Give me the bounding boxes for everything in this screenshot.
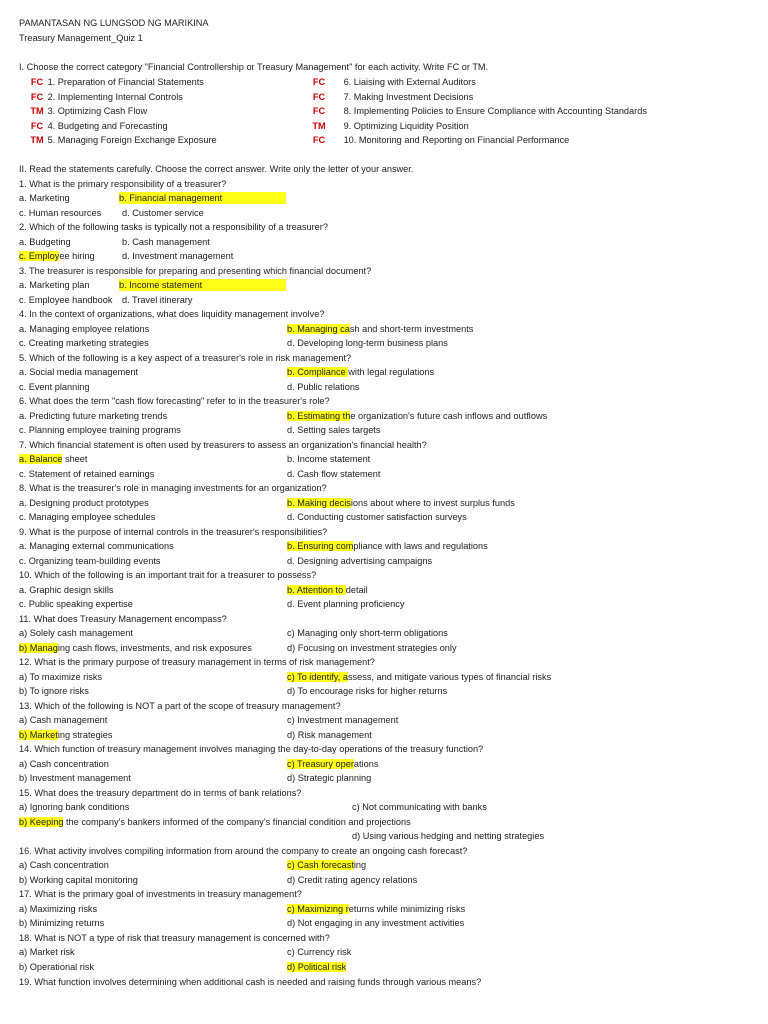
choice-a: a. Marketing (19, 193, 70, 203)
question-text: 3. The treasurer is responsible for preparing and presenting which financial document? (19, 266, 372, 276)
part1-item: FC 4. Budgeting and Forecasting (30, 121, 168, 131)
question-text: 10. Which of the following is an important trait for a treasurer to possess? (19, 570, 317, 580)
choice-d: d. Cash flow statement (287, 469, 381, 479)
question-text: 15. What does the treasury department do in terms of bank relations? (19, 788, 302, 798)
choice-c-answer: c) Maximizing returns while minimizing risks (287, 904, 466, 914)
part1-item: FC 10. Monitoring and Reporting on Financial Performance (312, 135, 570, 145)
choice-a: a. Marketing plan (19, 280, 90, 290)
question-text: 7. Which financial statement is often used by treasurers to assess an organization's financial health? (19, 440, 427, 450)
choice-b: b. Income statement (287, 454, 371, 464)
question-text: 4. In the context of organizations, what does liquidity management involve? (19, 309, 325, 319)
question-text: 16. What activity involves compiling information from around the company to create an ongoing cash forecast? (19, 846, 468, 856)
choice-c: c. Statement of retained earnings (19, 469, 155, 479)
choice-a: a) To maximize risks (19, 672, 103, 682)
choice-d: d. Travel itinerary (122, 295, 193, 305)
choice-c: c) Investment management (287, 715, 399, 725)
choice-b-answer: b. Ensuring compliance with laws and regulations (287, 541, 488, 551)
choice-a-answer: a. Balance sheet (19, 454, 88, 464)
question-text: 13. Which of the following is NOT a part of the scope of treasury management? (19, 701, 341, 711)
choice-a: a. Designing product prototypes (19, 498, 149, 508)
part1-item: FC 7. Making Investment Decisions (312, 92, 474, 102)
choice-c: c. Employee handbook (19, 295, 113, 305)
choice-a: a. Managing employee relations (19, 324, 150, 334)
choice-c: c) Managing only short-term obligations (287, 628, 448, 638)
choice-a: a) Ignoring bank conditions (19, 802, 130, 812)
choice-d: d) Credit rating agency relations (287, 875, 418, 885)
choice-d: d. Public relations (287, 382, 360, 392)
choice-a: a) Maximizing risks (19, 904, 98, 914)
choice-b-answer: b. Managing cash and short-term investments (287, 324, 474, 334)
choice-c: c) Not communicating with banks (352, 802, 487, 812)
question-text: 19. What function involves determining when additional cash is needed and raising funds through various means? (19, 977, 482, 987)
choice-c-answer: c) Cash forecasting (287, 860, 367, 870)
choice-b: b. Cash management (122, 237, 210, 247)
part1-item: FC 1. Preparation of Financial Statements (30, 77, 204, 87)
choice-d: d. Designing advertising campaigns (287, 556, 433, 566)
choice-c: c. Human resources (19, 208, 102, 218)
choice-b-answer: b. Attention to detail (287, 585, 368, 595)
choice-b: b) To ignore risks (19, 686, 89, 696)
choice-c: c. Managing employee schedules (19, 512, 156, 522)
choice-b: b) Investment management (19, 773, 131, 783)
question-text: 6. What does the term "cash flow forecasting" refer to in the treasurer's role? (19, 396, 330, 406)
choice-c-answer: c) To identify, assess, and mitigate various types of financial risks (287, 672, 552, 682)
choice-b-answer: b. Estimating the organization's future cash inflows and outflows (287, 411, 548, 421)
part1-item: TM 9. Optimizing Liquidity Position (312, 121, 469, 131)
choice-b-answer: b) Keeping the company's bankers informed of the company's financial condition and projections (19, 817, 411, 827)
quiz-title: Treasury Management_Quiz 1 (19, 33, 143, 43)
part1-item: TM 5. Managing Foreign Exchange Exposure (30, 135, 217, 145)
part1-item: TM 3. Optimizing Cash Flow (30, 106, 148, 116)
part1-item: FC 6. Liaising with External Auditors (312, 77, 476, 87)
choice-b: b) Operational risk (19, 962, 95, 972)
choice-a: a. Predicting future marketing trends (19, 411, 168, 421)
choice-d: d) To encourage risks for higher returns (287, 686, 448, 696)
choice-c: c. Organizing team-building events (19, 556, 161, 566)
choice-d: d) Strategic planning (287, 773, 372, 783)
choice-a: a) Solely cash management (19, 628, 133, 638)
question-text: 9. What is the purpose of internal controls in the treasurer's responsibilities? (19, 527, 328, 537)
question-text: 17. What is the primary goal of investments in treasury management? (19, 889, 302, 899)
choice-a: a) Cash concentration (19, 860, 109, 870)
choice-a: a. Managing external communications (19, 541, 174, 551)
choice-a: a. Graphic design skills (19, 585, 114, 595)
choice-c-answer: c. Employee hiring (19, 251, 95, 261)
part1-instruction: I. Choose the correct category "Financial Controllership or Treasury Management" for each activity. Write FC or TM. (19, 62, 489, 72)
choice-a: a) Market risk (19, 947, 75, 957)
school-name: PAMANTASAN NG LUNGSOD NG MARIKINA (19, 18, 209, 28)
choice-a: a. Budgeting (19, 237, 71, 247)
choice-d: d) Risk management (287, 730, 372, 740)
choice-d: d. Event planning proficiency (287, 599, 405, 609)
choice-d: d. Investment management (122, 251, 234, 261)
question-text: 5. Which of the following is a key aspect of a treasurer's role in risk management? (19, 353, 352, 363)
choice-b-answer: b. Compliance with legal regulations (287, 367, 435, 377)
choice-a: a) Cash management (19, 715, 108, 725)
question-text: 18. What is NOT a type of risk that treasury management is concerned with? (19, 933, 330, 943)
question-text: 14. Which function of treasury management involves managing the day-to-day operations of the treasury function? (19, 744, 484, 754)
choice-c: c. Creating marketing strategies (19, 338, 149, 348)
choice-b-answer: b. Making decisions about where to invest surplus funds (287, 498, 515, 508)
choice-b-answer: b) Marketing strategies (19, 730, 113, 740)
choice-c: c) Currency risk (287, 947, 352, 957)
choice-d: d. Customer service (122, 208, 204, 218)
choice-a: a. Social media management (19, 367, 138, 377)
question-text: 8. What is the treasurer's role in managing investments for an organization? (19, 483, 327, 493)
choice-d: d. Setting sales targets (287, 425, 381, 435)
choice-c: c. Event planning (19, 382, 90, 392)
choice-d: d) Using various hedging and netting strategies (352, 831, 545, 841)
part1-item: FC 8. Implementing Policies to Ensure Compliance with Accounting Standards (312, 106, 647, 116)
choice-d: d. Developing long-term business plans (287, 338, 448, 348)
part1-item: FC 2. Implementing Internal Controls (30, 92, 183, 102)
choice-c-answer: c) Treasury operations (287, 759, 379, 769)
question-text: 2. Which of the following tasks is typically not a responsibility of a treasurer? (19, 222, 328, 232)
choice-d: d. Conducting customer satisfaction surveys (287, 512, 467, 522)
choice-b-answer: b. Income statement (119, 279, 286, 291)
choice-b: b) Working capital monitoring (19, 875, 138, 885)
choice-c: c. Public speaking expertise (19, 599, 133, 609)
choice-b-answer: b) Managing cash flows, investments, and risk exposures (19, 643, 252, 653)
choice-d-answer: d) Political risk (287, 962, 347, 972)
part2-instruction: II. Read the statements carefully. Choose the correct answer. Write only the letter of your answer. (19, 164, 414, 174)
choice-c: c. Planning employee training programs (19, 425, 181, 435)
question-text: 11. What does Treasury Management encompass? (19, 614, 227, 624)
choice-b-answer: b. Financial management (119, 192, 286, 204)
choice-a: a) Cash concentration (19, 759, 109, 769)
question-text: 1. What is the primary responsibility of a treasurer? (19, 179, 227, 189)
choice-d: d) Not engaging in any investment activities (287, 918, 465, 928)
choice-d: d) Focusing on investment strategies only (287, 643, 457, 653)
choice-b: b) Minimizing returns (19, 918, 105, 928)
question-text: 12. What is the primary purpose of treasury management in terms of risk management? (19, 657, 375, 667)
